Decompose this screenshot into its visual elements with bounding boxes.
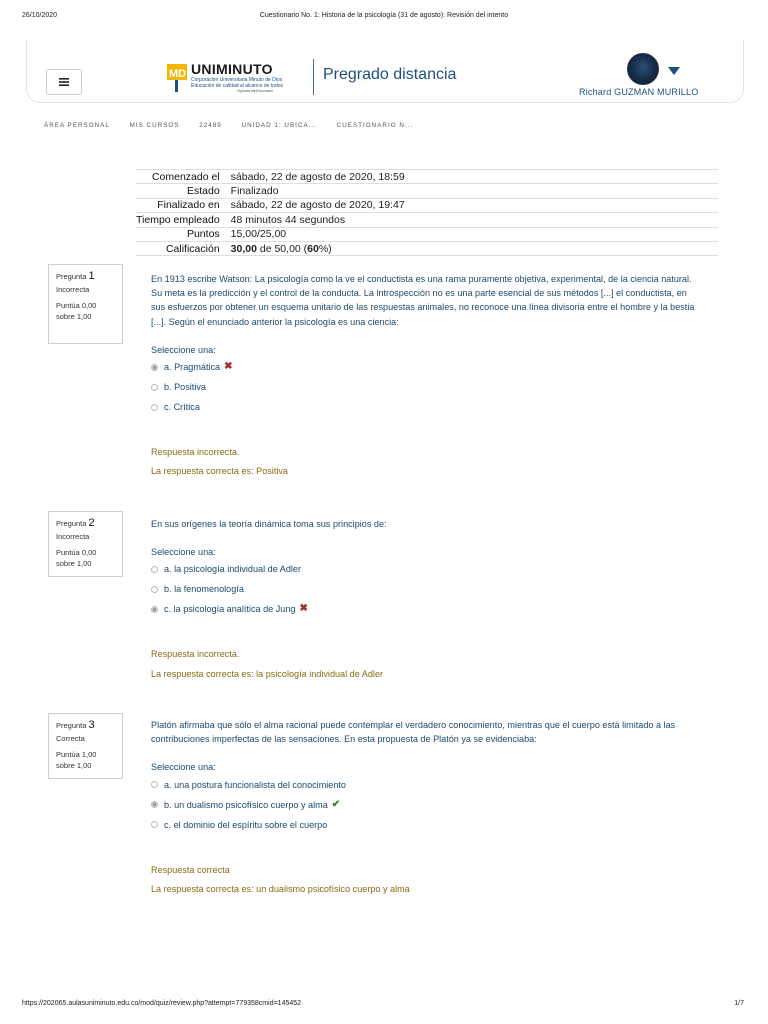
print-footer (0, 1000, 768, 1012)
correct-answer-text: La respuesta correcta es: Positiva (151, 466, 288, 477)
summary-value: 48 minutos 44 segundos (230, 213, 346, 226)
breadcrumb-unit[interactable]: UNIDAD 1: UBICA... (241, 122, 317, 129)
question-text: En sus orígenes la teoría dinámica toma sus principios de: (151, 519, 387, 529)
print-title: Cuestionario No. 1: Historia de la psicología (31 de agosto): Revisión del intento (259, 12, 509, 19)
summary-label: Finalizado en (157, 199, 220, 212)
answer-option[interactable] (151, 775, 703, 795)
feedback-text: Respuesta incorrecta. (151, 447, 240, 458)
radio-button[interactable] (151, 801, 158, 808)
summary-value: Finalizado (230, 185, 279, 198)
summary-row (136, 170, 718, 184)
summary-value: 15,00/25,00 (230, 228, 287, 241)
summary-grade: 30,00 de 50,00 (60%) (230, 242, 332, 255)
question-prompt: Seleccione una: (151, 547, 216, 558)
summary-value: sábado, 22 de agosto de 2020, 18:59 (230, 170, 405, 183)
attempt-summary-table (136, 169, 718, 256)
breadcrumb-area-personal[interactable]: ÁREA PERSONAL (44, 122, 110, 129)
cross-icon: ✖ (299, 603, 308, 615)
svg-text:Corporación Universitaria Minu: Corporación Universitaria Minuto de Dios (191, 77, 283, 83)
question-info-box (48, 511, 123, 577)
summary-row (136, 213, 718, 227)
breadcrumb-quiz[interactable]: CUESTIONARIO N... (336, 122, 414, 129)
summary-label: Calificación (165, 242, 220, 255)
radio-button[interactable] (151, 821, 158, 828)
radio-button[interactable] (151, 364, 158, 371)
radio-button[interactable] (151, 566, 158, 573)
correct-answer-text: La respuesta correcta es: un dualismo psicofísico cuerpo y alma (151, 883, 410, 894)
user-avatar[interactable] (627, 53, 659, 85)
user-name[interactable]: Richard GUZMAN MURILLO (579, 87, 699, 97)
question-number: 1 (88, 270, 95, 282)
breadcrumb-mis-cursos[interactable]: MIS CURSOS (129, 122, 180, 129)
option-label[interactable]: b. Positiva (164, 381, 206, 392)
feedback-text: Respuesta incorrecta. (151, 649, 240, 660)
correct-answer-text: La respuesta correcta es: la psicología individual de Adler (151, 668, 384, 679)
question-text: En 1913 escribe Watson: La psicología como la ve el conductista es una rama puramente objetiva, experimental, de la ciencia natural. Su meta es la predicción y el control de la conducta. La introspección no es una parte esencial de sus métodos [...] el conductista, en sus esfuerzos por obtener un esquema unitario de las respuestas animales, no reconoce una línea divisoria entre el hombre y la bestia [...]. Según el enunciado anterior la psicología es una ciencia: (151, 274, 695, 327)
option-label[interactable]: c. la psicología analítica de Jung (164, 604, 296, 615)
summary-label: Comenzado el (151, 170, 220, 183)
option-label[interactable]: b. la fenomenología (164, 584, 244, 595)
question-content (151, 272, 703, 478)
site-name[interactable]: Pregrado distancia (323, 66, 457, 83)
option-label[interactable]: a. una postura funcionalista del conocimiento (164, 779, 346, 790)
question-info-box (48, 713, 123, 779)
logo-divider (313, 59, 314, 95)
question-prompt: Seleccione una: (151, 344, 216, 355)
question-prompt: Seleccione una: (151, 762, 216, 773)
question-state: Incorrecta (56, 285, 90, 294)
radio-button[interactable] (151, 586, 158, 593)
answer-option[interactable] (151, 559, 703, 579)
question-info-box (48, 264, 123, 344)
print-url: https://202065.aulasuniminuto.edu.co/mod/quiz/review.php?attempt=779358cmid=145452 (22, 1000, 302, 1007)
print-header (0, 10, 768, 24)
question-label: Pregunta (56, 272, 87, 281)
summary-row (136, 241, 718, 255)
feedback-text: Respuesta correcta (151, 864, 230, 875)
question-grade-max: sobre 1,00 (56, 559, 92, 568)
page-number: 1/7 (734, 1000, 744, 1007)
summary-row (136, 227, 718, 241)
print-date: 26/10/2020 (22, 12, 58, 19)
cross-icon: ✖ (224, 360, 233, 372)
radio-button[interactable] (151, 404, 158, 411)
answer-option[interactable] (151, 377, 703, 397)
svg-text:Vigilada MinEducación: Vigilada MinEducación (237, 89, 274, 93)
question-grade: Puntúa 1,00 (56, 750, 97, 759)
uniminuto-logo[interactable] (167, 57, 337, 97)
logo-text: UNIMINUTO (191, 61, 273, 77)
svg-text:MD: MD (169, 68, 187, 80)
question-label: Pregunta (56, 519, 87, 528)
radio-button[interactable] (151, 384, 158, 391)
question-grade-max: sobre 1,00 (56, 312, 92, 321)
question-content (151, 517, 703, 681)
answer-option[interactable] (151, 579, 703, 599)
top-navbar (26, 40, 744, 103)
radio-button[interactable] (151, 606, 158, 613)
question-grade-max: sobre 1,00 (56, 761, 92, 770)
menu-toggle-button[interactable] (46, 69, 82, 95)
question-grade: Puntúa 0,00 (56, 548, 97, 557)
option-label[interactable]: b. un dualismo psicofísico cuerpo y alma (164, 799, 328, 810)
summary-row (136, 184, 718, 198)
option-label[interactable]: a. Pragmática (164, 361, 221, 372)
option-label[interactable]: c. Crítica (164, 401, 200, 412)
question-content (151, 718, 703, 896)
breadcrumb (44, 122, 430, 129)
summary-label: Tiempo empleado (136, 213, 220, 226)
summary-row (136, 198, 718, 212)
answer-option[interactable] (151, 815, 703, 835)
question-text: Platón afirmaba que sólo el alma racional puede contemplar el verdadero conocimiento, mientras que el cuerpo está limitado a las contribuciones imperfectas de las sensaciones. En esta propuesta de Platón ya se evidenciaba: (151, 720, 676, 745)
question-state: Incorrecta (56, 532, 90, 541)
question-state: Correcta (56, 734, 85, 743)
summary-label: Puntos (186, 228, 220, 241)
hamburger-icon (59, 78, 69, 86)
svg-text:Educación de calidad al alcanc: Educación de calidad al alcance de todos (191, 83, 284, 89)
question-label: Pregunta (56, 721, 87, 730)
answer-option[interactable] (151, 599, 703, 619)
breadcrumb-course[interactable]: 22489 (199, 122, 222, 129)
question-grade: Puntúa 0,00 (56, 301, 97, 310)
summary-label: Estado (186, 185, 220, 198)
caret-down-icon[interactable] (668, 67, 680, 75)
answer-option[interactable] (151, 357, 703, 377)
question-number: 2 (88, 517, 95, 529)
question-number: 3 (88, 719, 95, 731)
answer-option[interactable] (151, 795, 703, 815)
check-icon: ✔ (331, 798, 341, 810)
radio-button[interactable] (151, 781, 158, 788)
option-label[interactable]: a. la psicología individual de Adler (164, 564, 302, 575)
option-label[interactable]: c. el dominio del espíritu sobre el cuerpo (164, 819, 328, 830)
answer-option[interactable] (151, 397, 703, 417)
summary-value: sábado, 22 de agosto de 2020, 19:47 (230, 199, 405, 212)
